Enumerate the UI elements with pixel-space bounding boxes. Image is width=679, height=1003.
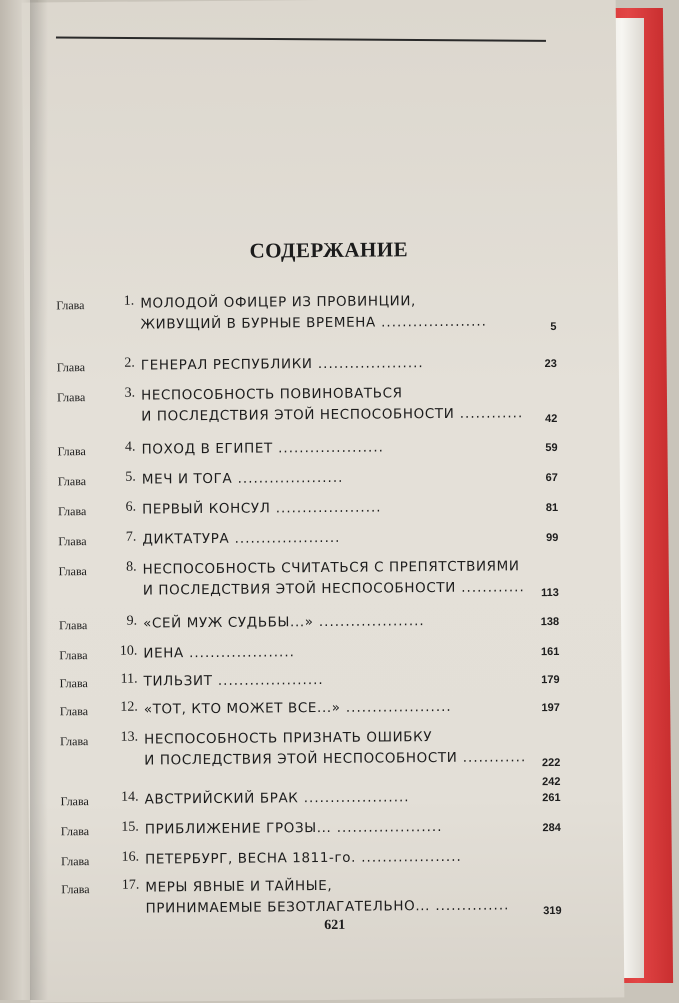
spine-shadow: [30, 0, 48, 1000]
page-ref: 59: [545, 441, 558, 455]
page-ref: 242: [542, 775, 561, 789]
chapter-number: 11.: [120, 671, 138, 687]
chapter-title-text: И ПОСЛЕДСТВИЯ ЭТОЙ НЕСПОСОБНОСТИ: [142, 579, 457, 599]
chapter-title: [141, 436, 557, 461]
chapter-title-line: [141, 352, 557, 377]
leader-dots: ............: [454, 405, 524, 422]
chapter-title: [143, 610, 559, 635]
chapter-label: Глава: [59, 648, 88, 663]
chapter-number: 9.: [126, 613, 138, 629]
chapter-title: [142, 496, 558, 521]
page-ref: 113: [541, 586, 559, 600]
leader-dots: ............: [455, 579, 525, 596]
page-ref: 23: [544, 357, 557, 371]
toc-entry: [56, 290, 556, 336]
chapter-title-text: НЕСПОСОБНОСТЬ ПОВИНОВАТЬСЯ: [141, 385, 403, 404]
leader-dots: ....................: [340, 698, 452, 716]
chapter-title-text: ПРИБЛИЖЕНИЕ ГРОЗЫ...: [144, 819, 332, 838]
chapter-title-line: [141, 436, 557, 461]
chapter-number: 12.: [120, 699, 138, 715]
leader-dots: ....................: [312, 355, 424, 373]
toc-entry: [59, 556, 559, 602]
toc-entry: [61, 846, 561, 871]
toc-entry: [60, 726, 561, 789]
chapter-title-line: [141, 403, 557, 428]
chapter-number: 5.: [125, 469, 136, 485]
chapter-label: Глава: [58, 504, 87, 519]
page-ref: 42: [544, 412, 558, 426]
page-ref: 222: [541, 756, 561, 770]
chapter-title: [142, 466, 558, 491]
chapter-title: [145, 874, 561, 920]
leader-dots: ....................: [232, 469, 344, 487]
chapter-label: Глава: [57, 444, 86, 459]
chapter-title-line: [142, 466, 558, 491]
page-ref: 161: [540, 645, 560, 659]
chapter-label: Глава: [56, 360, 86, 375]
chapter-title: [141, 382, 557, 428]
chapter-title: [145, 786, 561, 811]
chapter-number: 4.: [124, 439, 136, 455]
chapter-title-text: НЕСПОСОБНОСТЬ СЧИТАТЬСЯ С ПРЕПЯТСТВИЯМИ: [142, 558, 520, 578]
chapter-label: Глава: [57, 390, 86, 405]
chapter-title-text: ПОХОД В ЕГИПЕТ: [141, 440, 273, 458]
chapter-label: Глава: [56, 298, 85, 313]
chapter-label: Глава: [61, 854, 90, 869]
chapter-title: [144, 696, 560, 721]
chapter-title-line: [145, 816, 561, 841]
page-title: СОДЕРЖАНИЕ: [249, 237, 409, 263]
chapter-number: 15.: [121, 819, 139, 835]
chapter-title: [143, 668, 559, 693]
chapter-title: [142, 526, 558, 551]
chapter-title-text: ТИЛЬЗИТ: [143, 672, 213, 690]
chapter-title-line: [143, 640, 559, 665]
toc-entry: [61, 816, 561, 841]
chapter-title-text: ПЕТЕРБУРГ, ВЕСНА 1811-го.: [145, 849, 357, 868]
chapter-title-text: И ПОСЛЕДСТВИЯ ЭТОЙ НЕСПОСОБНОСТИ: [144, 749, 458, 769]
chapter-title-line: [142, 526, 558, 551]
chapter-title-text: МЕРЫ ЯВНЫЕ И ТАЙНЫЕ,: [145, 877, 333, 896]
toc-entry: [57, 382, 557, 428]
chapter-title: [143, 556, 559, 602]
chapter-title-line: [145, 846, 561, 871]
toc-entry: [58, 466, 558, 491]
leader-dots: ....................: [298, 789, 410, 807]
page-ref: 99: [546, 531, 559, 545]
chapter-title-text: АВСТРИЙСКИЙ БРАК: [144, 790, 299, 808]
toc-entry: [60, 696, 560, 721]
chapter-number: 3.: [124, 385, 136, 401]
chapter-number: 14.: [121, 789, 139, 805]
chapter-label: Глава: [60, 734, 89, 749]
chapter-label: Глава: [59, 704, 89, 719]
chapter-title-text: И ПОСЛЕДСТВИЯ ЭТОЙ НЕСПОСОБНОСТИ: [141, 405, 455, 425]
leader-dots: ....................: [270, 499, 382, 517]
toc-entry: [58, 526, 558, 551]
chapter-title-line: [142, 496, 558, 521]
chapter-title-text: ГЕНЕРАЛ РЕСПУБЛИКИ: [140, 356, 313, 374]
chapter-title-line: [140, 311, 556, 336]
chapter-title-line: [145, 786, 561, 811]
chapter-title: [143, 640, 559, 665]
chapter-number: 2.: [124, 355, 135, 371]
leader-dots: ....................: [272, 439, 384, 457]
chapter-number: 16.: [121, 849, 140, 865]
chapter-title-text: ЖИВУЩИЙ В БУРНЫЕ ВРЕМЕНА: [140, 314, 376, 333]
toc-entry: [59, 610, 559, 635]
leader-dots: ....................: [229, 529, 341, 547]
chapter-label: Глава: [58, 564, 87, 579]
book-page: [22, 0, 625, 1003]
chapter-title-text: ИЕНА: [143, 645, 184, 662]
toc-entry: [61, 874, 561, 920]
chapter-label: Глава: [59, 618, 88, 633]
chapter-title-line: [144, 747, 560, 772]
toc-entry: [61, 786, 561, 811]
page-ref: 81: [545, 501, 559, 515]
chapter-title-text: НЕСПОСОБНОСТЬ ПРИЗНАТЬ ОШИБКУ: [144, 729, 433, 748]
chapter-label: Глава: [58, 534, 87, 549]
chapter-title-text: ПЕРВЫЙ КОНСУЛ: [142, 500, 271, 518]
toc-entry: [57, 352, 557, 377]
chapter-title: [145, 846, 561, 871]
chapter-title-text: ДИКТАТУРА: [142, 530, 230, 548]
page-ref: 261: [542, 791, 561, 805]
chapter-number: 1.: [123, 293, 135, 309]
chapter-label: Глава: [60, 824, 90, 839]
toc-entry: [59, 668, 559, 693]
chapter-label: Глава: [60, 794, 89, 809]
chapter-number: 8.: [126, 559, 137, 575]
page-ref: 284: [542, 821, 561, 835]
page-ref: 5: [550, 320, 557, 334]
leader-dots: ....................: [313, 613, 425, 631]
toc-entry: [58, 496, 558, 521]
page-ref: 197: [541, 701, 560, 715]
leader-dots: ..............: [429, 897, 510, 915]
chapter-title-line: [143, 610, 559, 635]
chapter-title-text: ПРИНИМАЕМЫЕ БЕЗОТЛАГАТЕЛЬНО...: [145, 898, 431, 917]
chapter-title-text: МОЛОДОЙ ОФИЦЕР ИЗ ПРОВИНЦИИ,: [140, 293, 416, 312]
toc-entry: [57, 436, 557, 461]
toc-entry: [59, 640, 559, 665]
chapter-title: [145, 816, 561, 841]
chapter-title-line: [143, 577, 559, 602]
leader-dots: ....................: [331, 818, 443, 836]
leader-dots: ....................: [183, 644, 295, 662]
chapter-title-text: «ТОТ, КТО МОЖЕТ ВСЕ...»: [143, 699, 341, 718]
chapter-title-text: «СЕЙ МУЖ СУДЬБЫ...»: [143, 614, 314, 632]
page-ref: 179: [541, 673, 560, 687]
chapter-title: [140, 290, 556, 336]
chapter-number: 7.: [125, 529, 137, 545]
chapter-title: [144, 726, 560, 772]
chapter-title-line: [143, 668, 559, 693]
chapter-number: 6.: [125, 499, 137, 515]
leader-dots: ............: [457, 749, 527, 766]
leader-dots: ...................: [355, 848, 462, 866]
chapter-title: [141, 352, 557, 377]
chapter-label: Глава: [59, 676, 88, 691]
page-ref: 138: [540, 615, 560, 629]
chapter-label: Глава: [61, 882, 90, 897]
chapter-title-text: МЕЧ И ТОГА: [141, 470, 233, 488]
table-of-contents: [56, 290, 562, 918]
header-rule: [56, 36, 546, 41]
chapter-label: Глава: [57, 474, 87, 489]
leader-dots: ....................: [212, 672, 324, 689]
chapter-title-line: [144, 696, 560, 721]
page-ref: 319: [543, 904, 562, 918]
page-ref: 67: [545, 471, 558, 485]
chapter-number: 17.: [121, 877, 140, 893]
chapter-number: 13.: [120, 729, 139, 745]
page-number: 621: [324, 917, 346, 934]
leader-dots: ....................: [375, 313, 487, 331]
chapter-number: 10.: [119, 643, 138, 659]
